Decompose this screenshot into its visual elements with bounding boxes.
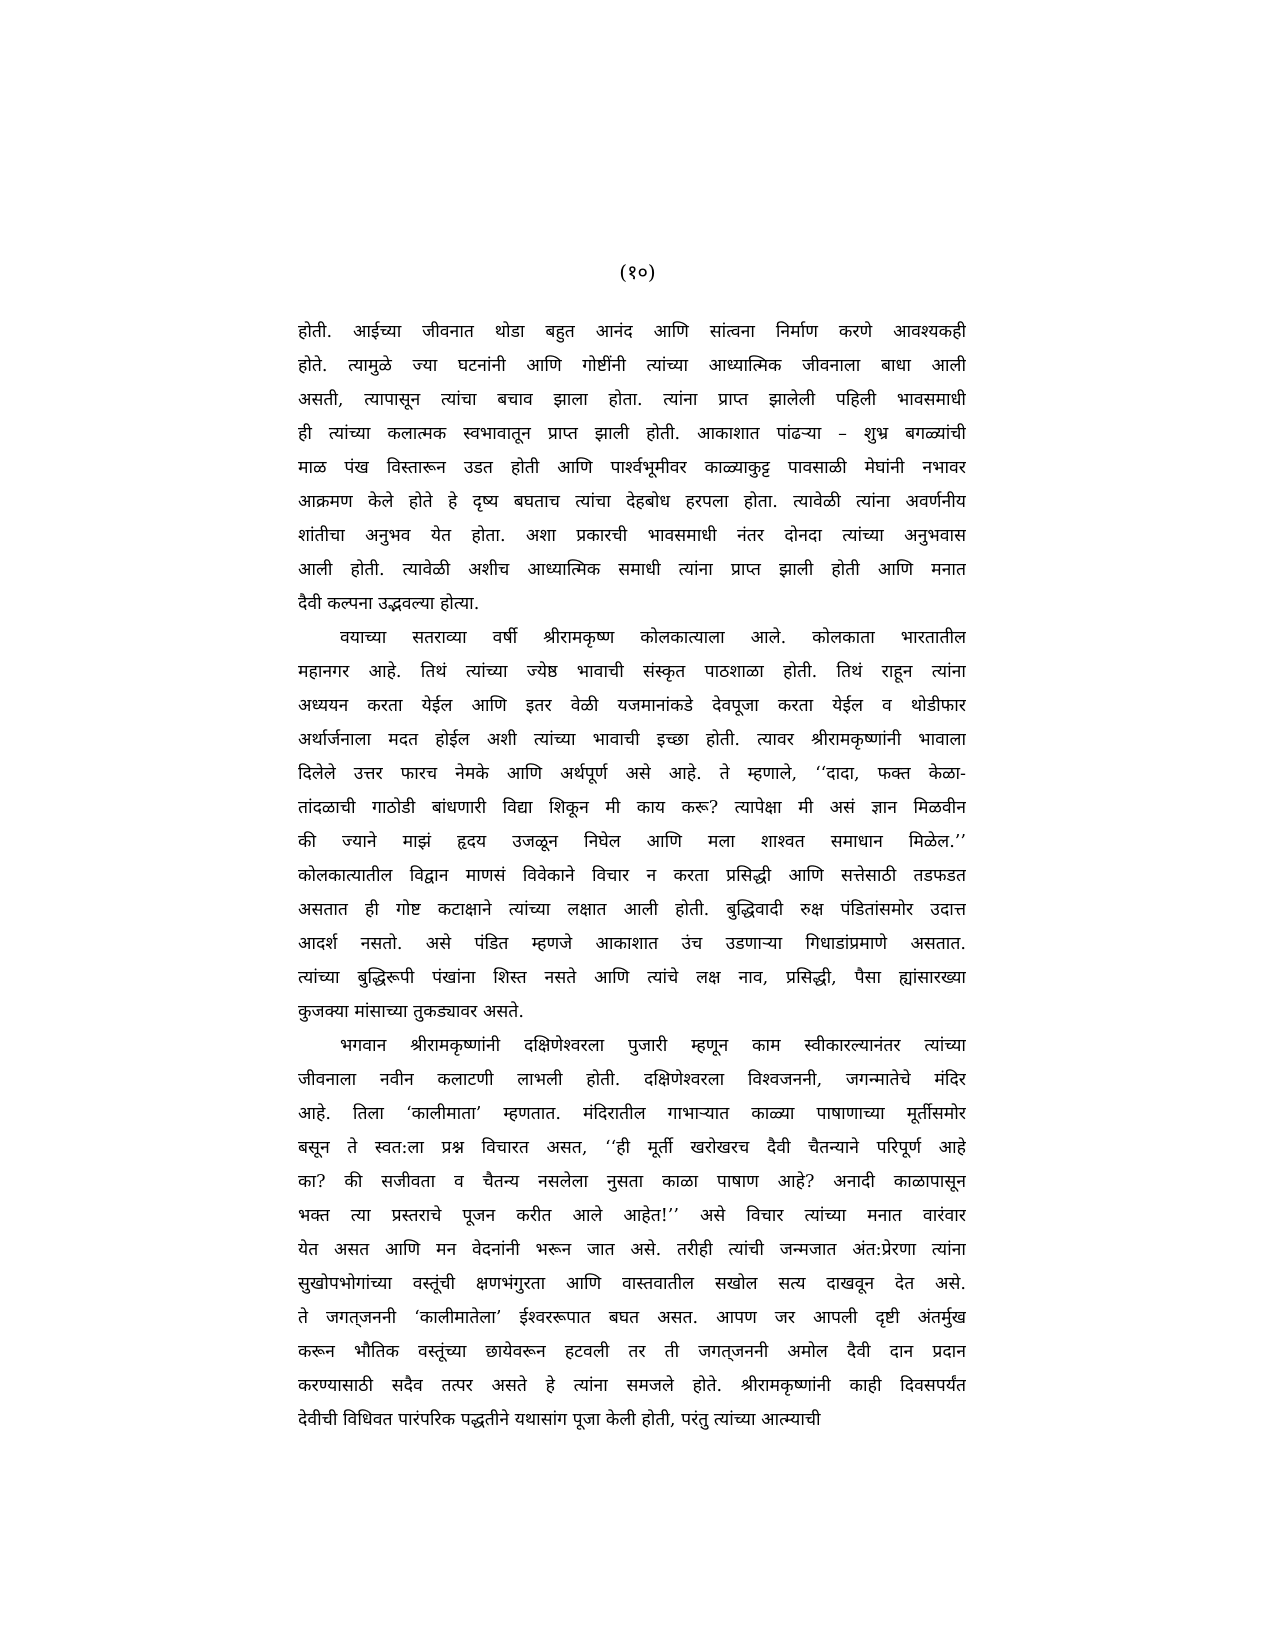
text-line: भक्त त्या प्रस्तराचे पूजन करीत आले आहेत!’’ असे विचार त्यांच्या मनात वारंवार (298, 1206, 966, 1226)
paragraph (298, 1029, 966, 1437)
text-line: कुजक्या मांसाच्या तुकड्यावर असते. (298, 1002, 524, 1022)
text-line: शांतीचा अनुभव येत होता. अशा प्रकारची भावसमाधी नंतर दोनदा त्यांच्या अनुभवास (298, 526, 966, 546)
text-line: आहे. तिला ‘कालीमाता’ म्हणतात. मंदिरातील गाभाऱ्यात काळ्या पाषाणाच्या मूर्तीसमोर (298, 1104, 966, 1124)
text-line: देवीची विधिवत पारंपरिक पद्धतीने यथासांग पूजा केली होती, परंतु त्यांच्या आत्म्याची (298, 1410, 821, 1430)
text-line: बसून ते स्वत:ला प्रश्न विचारत असत, ‘‘ही मूर्ती खरोखरच दैवी चैतन्याने परिपूर्ण आहे (298, 1138, 966, 1158)
text-line: असतात ही गोष्ट कटाक्षाने त्यांच्या लक्षात आली होती. बुद्धिवादी रुक्ष पंडितांसमोर उदात्त (298, 900, 966, 920)
text-line: त्यांच्या बुद्धिरूपी पंखांना शिस्त नसते आणि त्यांचे लक्ष नाव, प्रसिद्धी, पैसा ह्यांसारख्या (298, 968, 966, 988)
text-line: करून भौतिक वस्तूंच्या छायेवरून हटवली तर ती जगत्‌जननी अमोल दैवी दान प्रदान (298, 1342, 966, 1362)
text-line: आली होती. त्यावेळी अशीच आध्यात्मिक समाधी त्यांना प्राप्त झाली होती आणि मनात (298, 560, 966, 580)
text-line: आदर्श नसतो. असे पंडित म्हणजे आकाशात उंच उडणाऱ्या गिधाडांप्रमाणे असतात. (298, 934, 966, 954)
text-line: सुखोपभोगांच्या वस्तूंची क्षणभंगुरता आणि वास्तवातील सखोल सत्य दाखवून देत असे. (298, 1274, 966, 1294)
paragraph (298, 621, 966, 1029)
text-line: जीवनाला नवीन कलाटणी लाभली होती. दक्षिणेश्वरला विश्वजननी, जगन्मातेचे मंदिर (298, 1070, 966, 1090)
text-line: का? की सजीवता व चैतन्य नसलेला नुसता काळा पाषाण आहे? अनादी काळापासून (298, 1172, 966, 1192)
text-line: अर्थार्जनाला मदत होईल अशी त्यांच्या भावाची इच्छा होती. त्यावर श्रीरामकृष्णांनी भावाला (298, 730, 966, 750)
text-line: असती, त्यापासून त्यांचा बचाव झाला होता. त्यांना प्राप्त झालेली पहिली भावसमाधी (298, 390, 966, 410)
body-text (298, 315, 966, 1437)
text-line: दैवी कल्पना उद्भवल्या होत्या. (298, 594, 480, 614)
text-line: माळ पंख विस्तारून उडत होती आणि पार्श्वभूमीवर काळ्याकुट्ट पावसाळी मेघांनी नभावर (298, 458, 966, 478)
text-line: दिलेले उत्तर फारच नेमके आणि अर्थपूर्ण असे आहे. ते म्हणाले, ‘‘दादा, फक्त केळा- (298, 764, 966, 784)
text-line: की ज्याने माझं हृदय उजळून निघेल आणि मला शाश्वत समाधान मिळेल.’’ (298, 832, 966, 852)
text-line: होते. त्यामुळे ज्या घटनांनी आणि गोष्टींनी त्यांच्या आध्यात्मिक जीवनाला बाधा आली (298, 356, 966, 376)
text-line: करण्यासाठी सदैव तत्पर असते हे त्यांना समजले होते. श्रीरामकृष्णांनी काही दिवसपर्यंत (298, 1376, 966, 1396)
text-line: येत असत आणि मन वेदनांनी भरून जात असे. तरीही त्यांची जन्मजात अंत:प्रेरणा त्यांना (298, 1240, 966, 1260)
text-line: कोलकात्यातील विद्वान माणसं विवेकाने विचार न करता प्रसिद्धी आणि सत्तेसाठी तडफडत (298, 866, 966, 886)
text-line: होती. आईच्या जीवनात थोडा बहुत आनंद आणि सांत्वना निर्माण करणे आवश्यकही (298, 322, 966, 342)
paragraph (298, 315, 966, 621)
text-line: अध्ययन करता येईल आणि इतर वेळी यजमानांकडे देवपूजा करता येईल व थोडीफार (298, 696, 966, 716)
text-line: ते जगत्‌जननी ‘कालीमातेला’ ईश्वररूपात बघत असत. आपण जर आपली दृष्टी अंतर्मुख (298, 1308, 966, 1328)
text-line: महानगर आहे. तिथं त्यांच्या ज्येष्ठ भावाची संस्कृत पाठशाळा होती. तिथं राहून त्यांना (298, 662, 966, 682)
text-line: आक्रमण केले होते हे दृष्य बघताच त्यांचा देहबोध हरपला होता. त्यावेळी त्यांना अवर्णनीय (298, 492, 966, 512)
page-number: (१०) (619, 260, 656, 284)
text-line: वयाच्या सतराव्या वर्षी श्रीरामकृष्ण कोलकात्याला आले. कोलकाता भारतातील (340, 628, 966, 648)
text-line: भगवान श्रीरामकृष्णांनी दक्षिणेश्वरला पुजारी म्हणून काम स्वीकारल्यानंतर त्यांच्या (340, 1036, 966, 1056)
text-line: तांदळाची गाठोडी बांधणारी विद्या शिकून मी काय करू? त्यापेक्षा मी असं ज्ञान मिळवीन (298, 798, 966, 818)
text-line: ही त्यांच्या कलात्मक स्वभावातून प्राप्त झाली होती. आकाशात पांढऱ्या – शुभ्र बगळ्यांची (298, 424, 966, 444)
